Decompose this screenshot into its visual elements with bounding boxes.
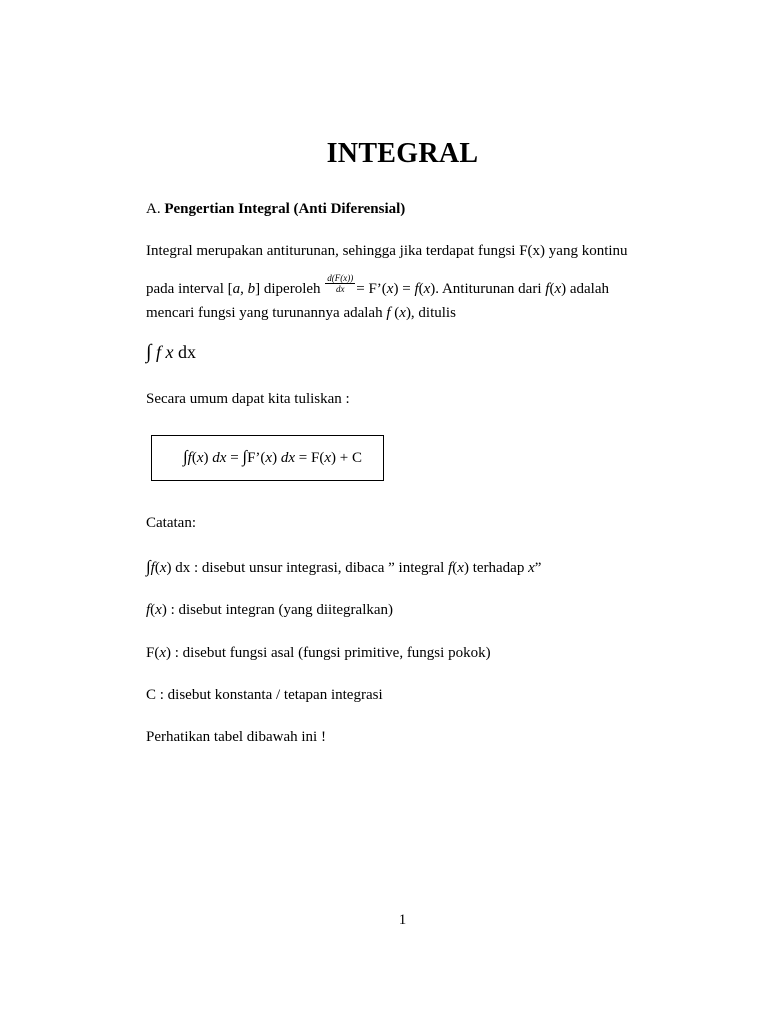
paragraph-line-3: mencari fungsi yang turunannya adalah f (x), ditulis xyxy=(146,305,456,321)
general-form-intro: Secara umum dapat kita tuliskan : xyxy=(146,391,350,407)
section-prefix: A. xyxy=(146,201,161,217)
note-primitive-function: F(x) : disebut fungsi asal (fungsi primitive, fungsi pokok) xyxy=(146,645,491,661)
paragraph-line-2: pada interval [a, b] diperoleh $\frac{d(F(x))}{dx}$ = F’(x) = f(x). Antiturunan dari f(x) adalah xyxy=(146,273,609,297)
section-title: Pengertian Integral (Anti Diferensial) xyxy=(164,201,406,217)
note-integration-element: ∫f(x) dx : disebut unsur integrasi, dibaca ” integral f(x) terhadap x” xyxy=(146,557,542,576)
notes-heading: Catatan: xyxy=(146,515,196,531)
table-reference: Perhatikan tabel dibawah ini ! xyxy=(146,729,326,745)
note-integrand: f(x) : disebut integran (yang diitegralkan) xyxy=(146,602,394,618)
derivative-fraction: $\frac{d(F(x))}{dx}$ xyxy=(327,273,354,294)
section-heading xyxy=(146,201,405,218)
formula-text: ∫f(x) dx = ∫F’(x) dx = F(x) + C xyxy=(183,447,362,466)
integral-symbol: ∫ xyxy=(146,341,152,363)
integral-expression: ∫ f x dx xyxy=(146,341,196,363)
page-number: 1 xyxy=(398,912,407,928)
page-title: INTEGRAL xyxy=(326,138,479,169)
note-constant: C : disebut konstanta / tetapan integrasi xyxy=(146,687,383,703)
paragraph-line-1: Integral merupakan antiturunan, sehingga jika terdapat fungsi F(x) yang kontinu xyxy=(146,243,628,259)
